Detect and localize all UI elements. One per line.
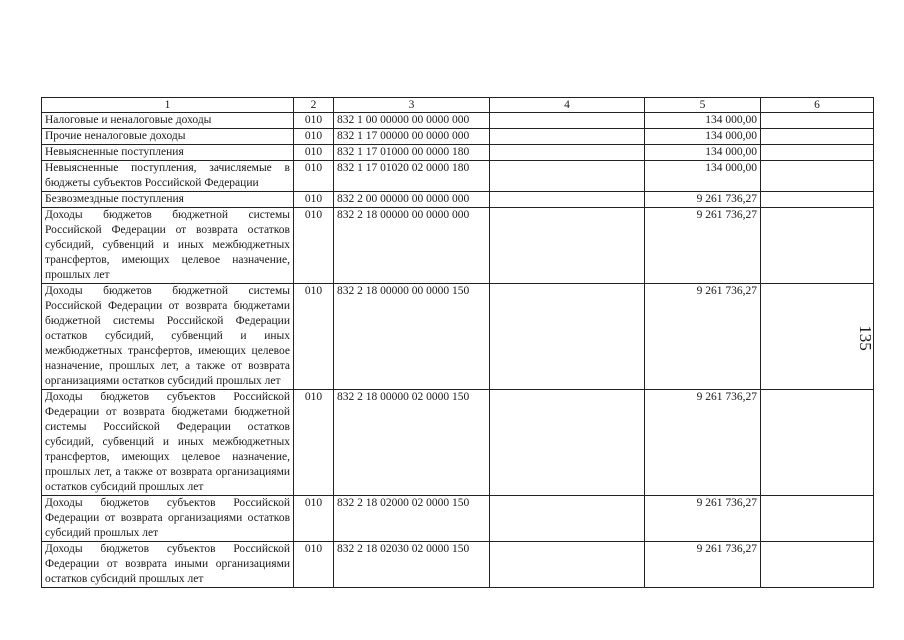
row-col4 (490, 161, 645, 192)
row-line-code: 010 (294, 496, 334, 542)
table-row (42, 129, 874, 145)
table-header (42, 98, 874, 113)
row-col4 (490, 542, 645, 588)
row-col4 (490, 192, 645, 208)
row-budget-code: 832 2 18 00000 00 0000 150 (334, 284, 490, 390)
report-table (41, 97, 874, 588)
row-amount: 134 000,00 (645, 113, 761, 129)
row-col4 (490, 496, 645, 542)
row-amount: 9 261 736,27 (645, 496, 761, 542)
row-amount: 9 261 736,27 (645, 192, 761, 208)
row-name: Невыясненные поступления, зачисляемые в бюджеты субъектов Российской Федерации (42, 161, 294, 192)
table-row (42, 113, 874, 129)
header-col-3: 3 (334, 98, 490, 113)
row-col4 (490, 129, 645, 145)
row-col6 (761, 496, 874, 542)
table-row (42, 145, 874, 161)
row-col6 (761, 161, 874, 192)
row-col6 (761, 113, 874, 129)
row-name: Доходы бюджетов субъектов Российской Федерации от возврата организациями остатков субсидий прошлых лет (42, 496, 294, 542)
row-amount: 9 261 736,27 (645, 284, 761, 390)
row-col4 (490, 145, 645, 161)
row-budget-code: 832 1 17 01020 02 0000 180 (334, 161, 490, 192)
row-col6 (761, 208, 874, 284)
row-name: Безвозмездные поступления (42, 192, 294, 208)
row-budget-code: 832 1 17 00000 00 0000 000 (334, 129, 490, 145)
row-name: Прочие неналоговые доходы (42, 129, 294, 145)
row-line-code: 010 (294, 542, 334, 588)
table-row (42, 284, 874, 390)
row-line-code: 010 (294, 145, 334, 161)
header-col-6: 6 (761, 98, 874, 113)
row-name: Доходы бюджетов бюджетной системы Российской Федерации от возврата остатков субсидий, субвенций и иных межбюджетных трансфертов, имеющих целевое назначение, прошлых лет (42, 208, 294, 284)
row-line-code: 010 (294, 192, 334, 208)
row-name: Доходы бюджетов субъектов Российской Федерации от возврата иными организациями остатков субсидий прошлых лет (42, 542, 294, 588)
row-col4 (490, 284, 645, 390)
row-budget-code: 832 2 18 00000 02 0000 150 (334, 390, 490, 496)
row-budget-code: 832 2 18 00000 00 0000 000 (334, 208, 490, 284)
row-col6 (761, 192, 874, 208)
row-name: Доходы бюджетов субъектов Российской Федерации от возврата бюджетами бюджетной системы Российской Федерации остатков субсидий, субвенций и иных межбюджетных трансфертов, имеющих целевое назначение, прошлых лет, а также от возврата организациями остатков субсидий прошлых лет (42, 390, 294, 496)
row-name: Доходы бюджетов бюджетной системы Российской Федерации от возврата бюджетами бюджетной системы Российской Федерации остатков субсидий, субвенций и иных межбюджетных трансфертов, имеющих целевое назначение, прошлых лет, а также от возврата организациями остатков субсидий прошлых лет (42, 284, 294, 390)
row-budget-code: 832 1 00 00000 00 0000 000 (334, 113, 490, 129)
table-row (42, 390, 874, 496)
row-col4 (490, 390, 645, 496)
row-budget-code: 832 2 18 02000 02 0000 150 (334, 496, 490, 542)
row-line-code: 010 (294, 129, 334, 145)
row-line-code: 010 (294, 284, 334, 390)
table-body (42, 113, 874, 588)
table-row (42, 208, 874, 284)
row-col4 (490, 208, 645, 284)
row-budget-code: 832 1 17 01000 00 0000 180 (334, 145, 490, 161)
page-number: 135 (855, 325, 875, 351)
table-row (42, 496, 874, 542)
row-line-code: 010 (294, 161, 334, 192)
header-col-5: 5 (645, 98, 761, 113)
row-col6 (761, 390, 874, 496)
row-line-code: 010 (294, 390, 334, 496)
header-col-4: 4 (490, 98, 645, 113)
row-line-code: 010 (294, 208, 334, 284)
row-line-code: 010 (294, 113, 334, 129)
row-amount: 134 000,00 (645, 161, 761, 192)
row-budget-code: 832 2 00 00000 00 0000 000 (334, 192, 490, 208)
table-row (42, 542, 874, 588)
table-row (42, 192, 874, 208)
row-name: Налоговые и неналоговые доходы (42, 113, 294, 129)
header-col-2: 2 (294, 98, 334, 113)
row-budget-code: 832 2 18 02030 02 0000 150 (334, 542, 490, 588)
row-col6 (761, 542, 874, 588)
table-row (42, 161, 874, 192)
row-col4 (490, 113, 645, 129)
row-amount: 134 000,00 (645, 145, 761, 161)
header-row (42, 98, 874, 113)
row-col6 (761, 145, 874, 161)
row-col6 (761, 129, 874, 145)
row-name: Невыясненные поступления (42, 145, 294, 161)
row-amount: 9 261 736,27 (645, 208, 761, 284)
header-col-1: 1 (42, 98, 294, 113)
row-amount: 9 261 736,27 (645, 390, 761, 496)
row-amount: 134 000,00 (645, 129, 761, 145)
row-amount: 9 261 736,27 (645, 542, 761, 588)
